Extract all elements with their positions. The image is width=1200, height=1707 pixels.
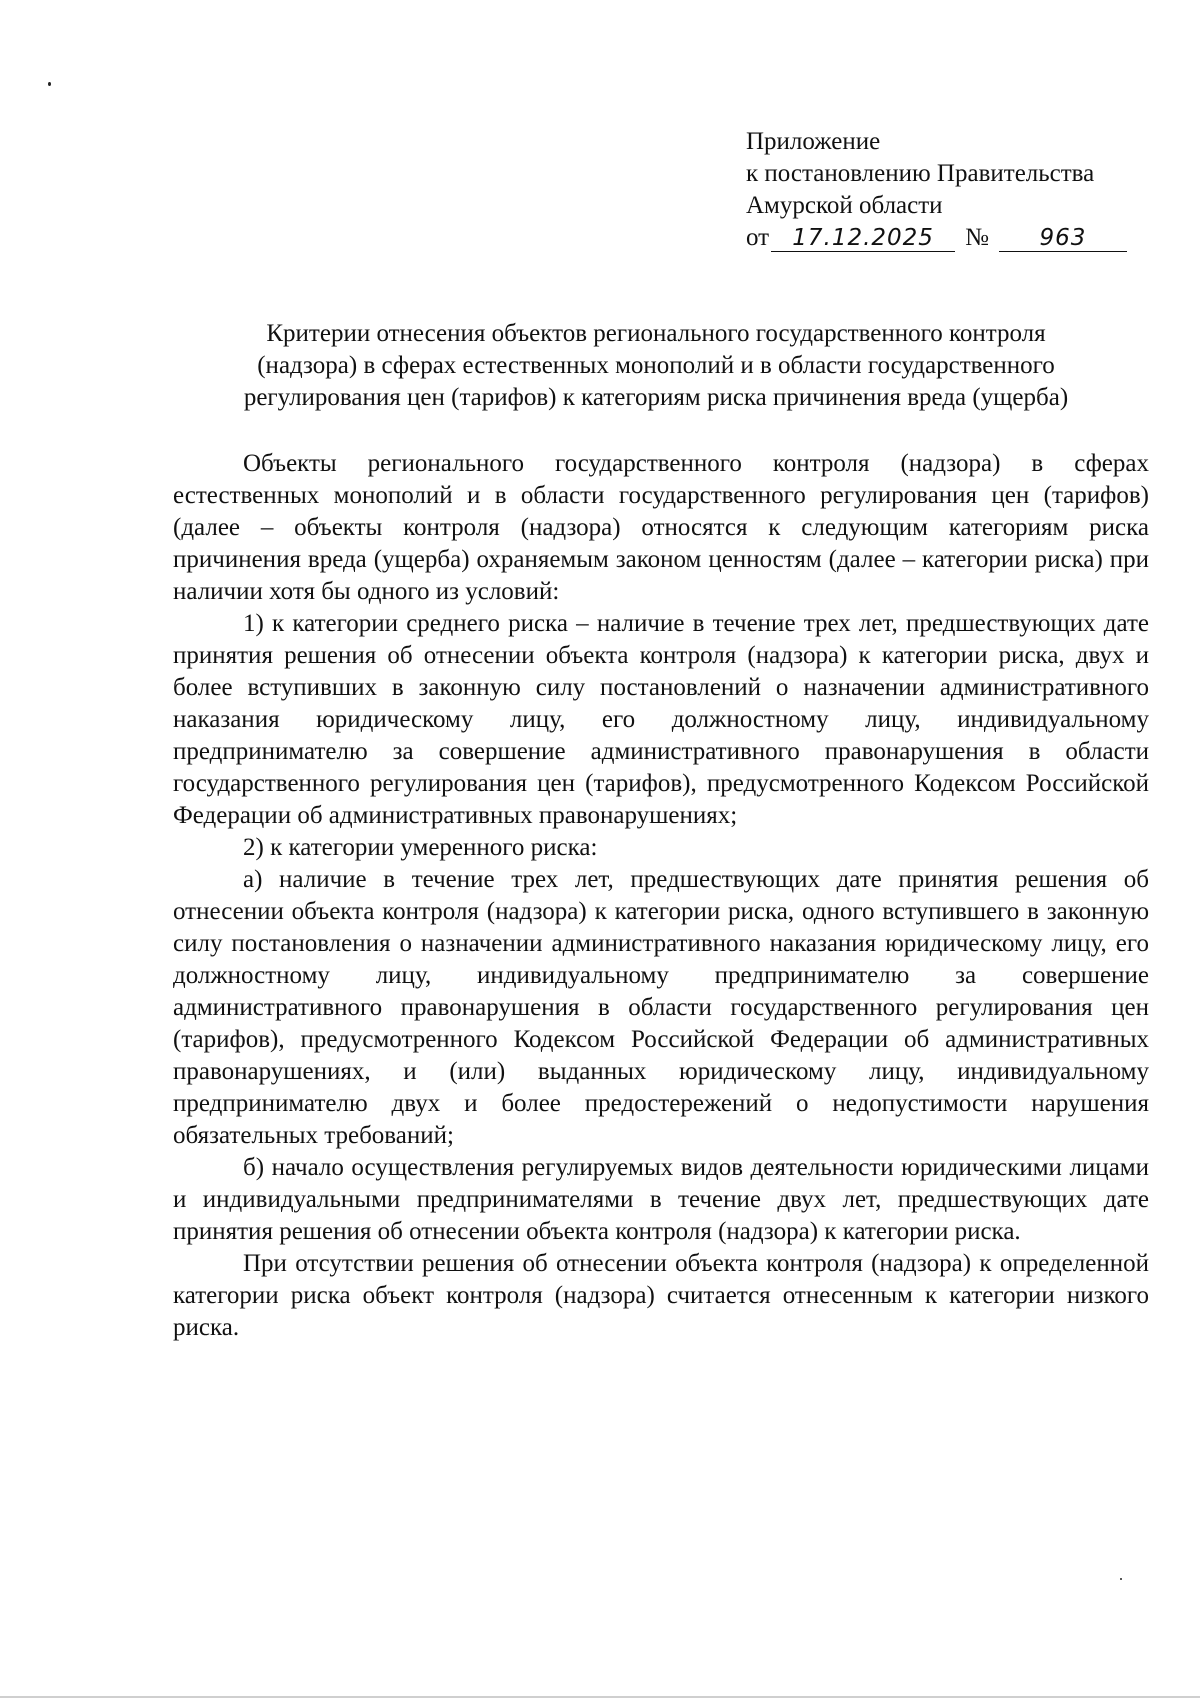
body-paragraph: а) наличие в течение трех лет, предшествующих дате принятия решения об отнесении объекта контроля (надзора) к категории риска, одного вступившего в законную силу постановления о назначении административного наказания юридическому лицу, его должностному лицу, индивидуальному предпринимателю за совершение административного правонарушения в области государственного регулирования цен (тарифов), предусмотренного Кодексом Российской Федерации об административных правонарушениях, и (или) выданных юридическому лицу, индивидуальному предпринимателю двух и более предостережений о недопустимости нарушения обязательных требований; [173, 866, 1149, 1149]
title-line: Критерии отнесения объектов регионального государственного контроля [266, 320, 1046, 347]
body-paragraph: б) начало осуществления регулируемых видов деятельности юридическими лицами и индивидуальными предпринимателями в течение двух лет, предшествующих дате принятия решения об отнесении объекта контроля (надзора) к категории риска. [173, 1154, 1149, 1245]
document-body [173, 448, 1149, 1344]
body-paragraph: 1) к категории среднего риска – наличие в течение трех лет, предшествующих дате принятия решения об отнесении объекта контроля (надзора) к категории риска, двух и более вступивших в законную силу постановлений о назначении административного наказания юридическому лицу, его должностному лицу, индивидуальному предпринимателю за совершение административного правонарушения в области государственного регулирования цен (тарифов), предусмотренного Кодексом Российской Федерации об административных правонарушениях; [173, 610, 1149, 829]
title-line: регулирования цен (тарифов) к категориям риска причинения вреда (ущерба) [243, 384, 1069, 411]
number-sign: № [965, 224, 989, 251]
date-number-line [746, 222, 1166, 254]
date-prefix: от [746, 224, 770, 251]
document-title [176, 318, 1136, 414]
handwritten-number: 963 [999, 225, 1127, 252]
appendix-resolution: к постановлению Правительства [746, 160, 1095, 187]
body-paragraph: 2) к категории умеренного риска: [243, 834, 598, 861]
appendix-region: Амурской области [746, 192, 943, 219]
scan-speck [1120, 1578, 1122, 1580]
body-paragraph: При отсутствии решения об отнесении объекта контроля (надзора) к определенной категории риска объект контроля (надзора) считается отнесенным к категории низкого риска. [173, 1250, 1149, 1341]
appendix-label: Приложение [746, 128, 881, 155]
appendix-header [746, 126, 1166, 254]
title-line: (надзора) в сферах естественных монополий и в области государственного [257, 352, 1055, 379]
handwritten-date: 17.12.2025 [771, 225, 955, 252]
scan-speck [48, 82, 51, 86]
body-paragraph: Объекты регионального государственного контроля (надзора) в сферах естественных монополий и в области государственного регулирования цен (тарифов) (далее – объекты контроля (надзора) относятся к следующим категориям риска причинения вреда (ущерба) охраняемым законом ценностям (далее – категории риска) при наличии хотя бы одного из условий: [173, 450, 1149, 605]
scan-edge [0, 1696, 1200, 1698]
